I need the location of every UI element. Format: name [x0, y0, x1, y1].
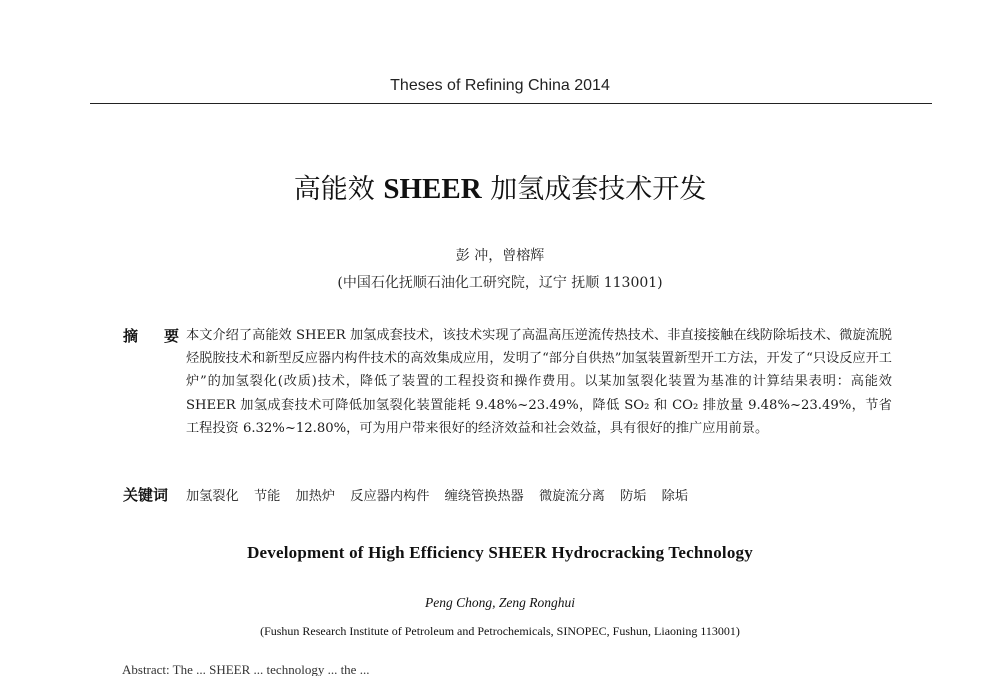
keyword: 除垢 [661, 489, 689, 504]
keyword: 微旋流分离 [538, 489, 605, 504]
abstract-label-char1: 摘 [123, 327, 139, 345]
authors: 彭 冲，曾榕辉 [455, 248, 545, 264]
abstract-label-char2: 要 [163, 327, 179, 345]
abstract-text: 本文介绍了高能效 SHEER 加氢成套技术，该技术实现了高温高压逆流传热技术、非直接接触在线防除垢技术、微旋流脱烃脱胺技术和新型反应器内构件技术的高效集成应用，发明了“部分自供热”加氢装置新型开工方法，开发了“只设反应开工炉”的加氢裂化(改质)技术，降低了装置的工程投资和操作费用。以某加氢裂化装置为基准的计算结果表明：高能效 SHEER 加氢成套技术可降低加氢裂化装置能耗 9.48%~23.49%，降低 SO₂ 和 CO₂ 排放量 9.48%~23.49%，节省工程投资 6.32%~12.80%，可为用户带来很好的经济效益和社会效益，具有很好的推广应用前景。 [186, 328, 892, 436]
keywords-label: 关键词 [123, 486, 169, 504]
affiliation: (中国石化抚顺石油化工研究院，辽宁 抚顺 113001) [337, 275, 663, 291]
keyword: 加热炉 [295, 489, 336, 504]
title-prefix: 高能效 [293, 174, 384, 205]
english-affiliation: (Fushun Research Institute of Petroleum and Petrochemicals, SINOPEC, Fushun, Liaoning 113001) [260, 624, 740, 638]
running-header: Theses of Refining China 2014 [390, 77, 610, 94]
keyword: 防垢 [620, 489, 647, 504]
header-rule [90, 103, 932, 104]
title-suffix: 加氢成套技术开发 [481, 174, 707, 205]
english-authors: Peng Chong, Zeng Ronghui [425, 595, 575, 610]
abstract-label [123, 325, 179, 346]
paper-title [0, 167, 1000, 206]
english-title: Development of High Efficiency SHEER Hydrocracking Technology [247, 543, 753, 562]
keywords-list [186, 485, 892, 504]
keyword: 缠绕管换热器 [444, 489, 524, 504]
title-latin: SHEER [383, 173, 482, 205]
keyword: 节能 [253, 489, 281, 504]
keyword: 加氢裂化 [186, 489, 239, 504]
keyword: 反应器内构件 [350, 489, 430, 504]
cut-off-text-line: Abstract: The ... SHEER ... technology ... the ... [122, 662, 370, 676]
